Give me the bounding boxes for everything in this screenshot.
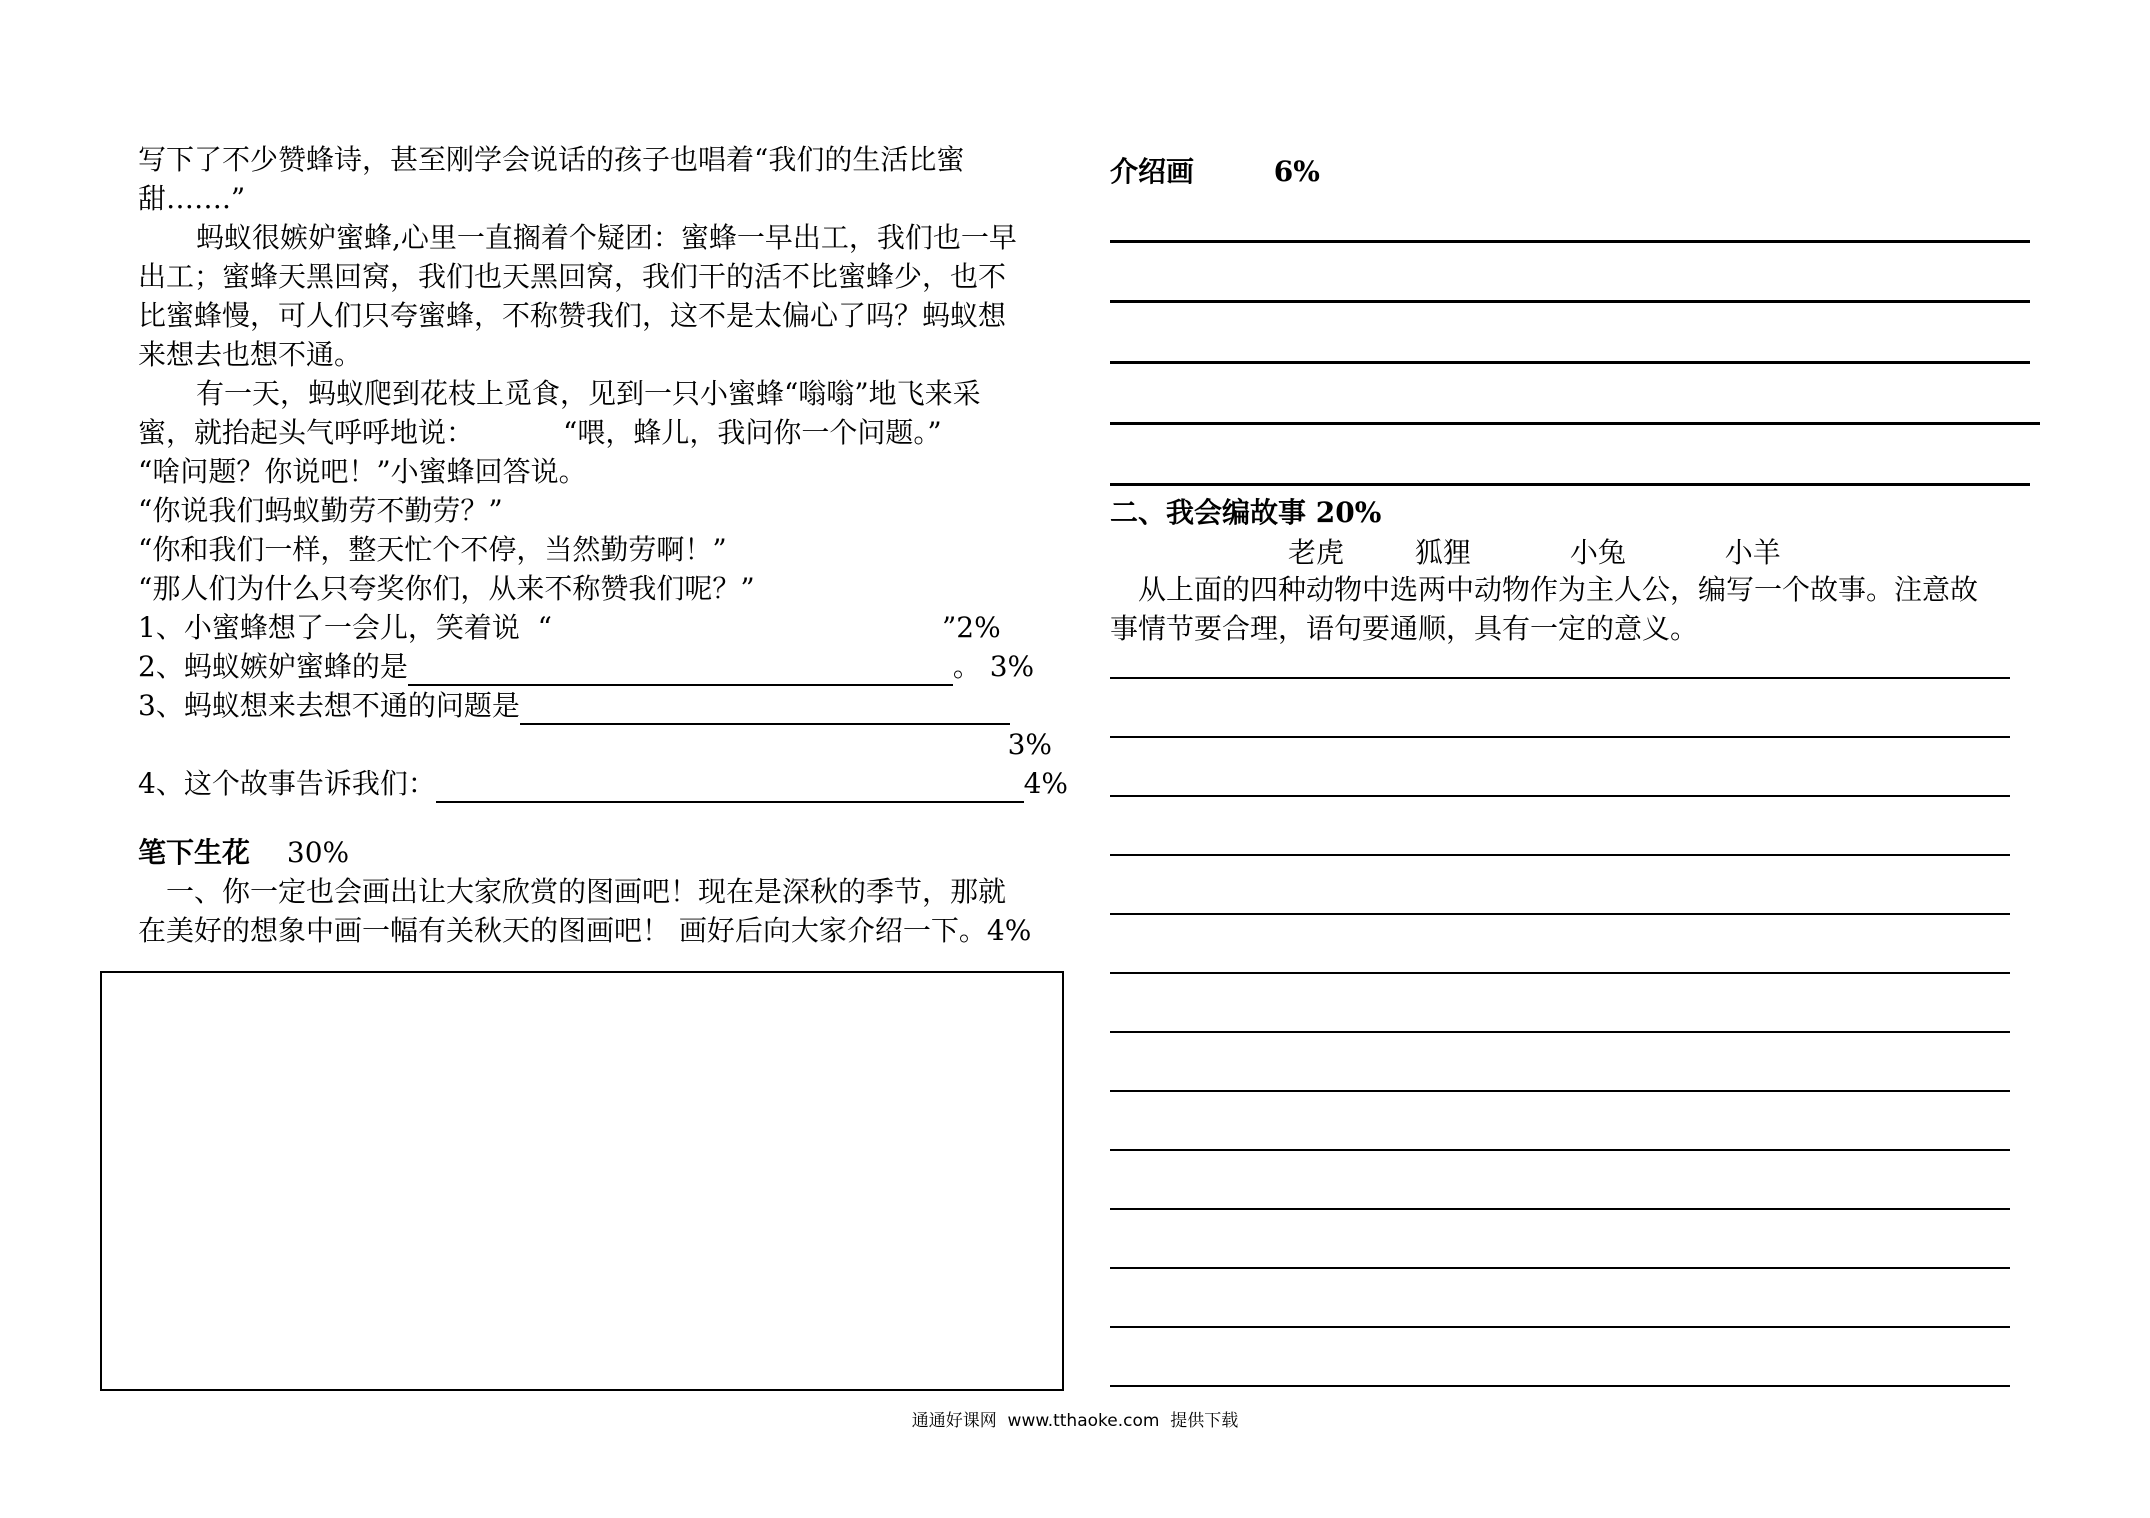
- task-line: 一、你一定也会画出让大家欣赏的图画吧！现在是深秋的季节，那就: [166, 875, 1007, 908]
- intro-writing-line[interactable]: [1110, 483, 2030, 486]
- story-writing-line[interactable]: [1110, 677, 2010, 679]
- passage-line: 写下了不少赞蜂诗，甚至刚学会说话的孩子也唱着“我们的生活比蜜: [138, 143, 965, 176]
- passage-line: 有一天，蚂蚁爬到花枝上觅食，见到一只小蜜蜂“嗡嗡”地飞来采: [196, 377, 981, 410]
- question-1-score: ”2%: [941, 611, 1001, 644]
- question-2: [138, 647, 1068, 686]
- question-2-text: 2、蚂蚁嫉妒蜜蜂的是: [138, 650, 408, 683]
- question-3: [138, 686, 1068, 725]
- story-writing-line[interactable]: [1110, 972, 2010, 974]
- left-column: [138, 140, 1068, 950]
- passage-line: 甜…….”: [138, 182, 246, 215]
- dialogue-line: “那人们为什么只夸奖你们，从来不称赞我们呢？”: [138, 572, 755, 605]
- story-writing-line[interactable]: [1110, 795, 2010, 797]
- story-writing-line[interactable]: [1110, 1149, 2010, 1151]
- question-3-score-row: [138, 725, 1068, 764]
- footer-credit: 通通好课网 www.tthaoke.com 提供下载: [911, 1411, 1239, 1431]
- story-writing-line[interactable]: [1110, 1090, 2010, 1092]
- question-3-blank[interactable]: [520, 693, 1010, 725]
- question-4-score: 4%: [1023, 767, 1068, 800]
- dialogue-line: “啥问题？你说吧！”小蜜蜂回答说。: [138, 455, 587, 488]
- passage-line: 蜜，就抬起头气呼呼地说： “喂，蜂儿，我问你一个问题。”: [138, 416, 942, 449]
- drawing-box[interactable]: [100, 971, 1064, 1391]
- story-instruction-line: 从上面的四种动物中选两中动物作为主人公，编写一个故事。注意故: [1138, 573, 1979, 606]
- animal-rabbit: 小兔: [1569, 536, 1626, 569]
- story-writing-line[interactable]: [1110, 1267, 2010, 1269]
- passage-line: 来想去也想不通。: [138, 338, 363, 371]
- story-writing-line[interactable]: [1110, 1385, 2010, 1387]
- question-3-text: 3、蚂蚁想来去想不通的问题是: [138, 689, 520, 722]
- question-1-text: 1、小蜜蜂想了一会儿，笑着说 “: [138, 611, 552, 644]
- question-1: [138, 608, 1068, 647]
- story-writing-line[interactable]: [1110, 1208, 2010, 1210]
- animal-list: [1288, 533, 1781, 572]
- animal-sheep: 小羊: [1724, 536, 1781, 569]
- question-2-blank[interactable]: [408, 654, 953, 686]
- dialogue-line: “你和我们一样，整天忙个不停，当然勤劳啊！”: [138, 533, 727, 566]
- passage-line: 蚂蚁很嫉妒蜜蜂,心里一直搁着个疑团：蜜蜂一早出工，我们也一早: [196, 221, 1017, 254]
- story-writing-line[interactable]: [1110, 854, 2010, 856]
- intro-writing-line[interactable]: [1110, 240, 2030, 243]
- intro-writing-line[interactable]: [1110, 361, 2030, 364]
- story-writing-line[interactable]: [1110, 913, 2010, 915]
- question-2-score: 。 3%: [952, 650, 1035, 683]
- intro-writing-line[interactable]: [1110, 300, 2030, 303]
- story-writing-line[interactable]: [1110, 1031, 2010, 1033]
- intro-title: 介绍画: [1110, 155, 1195, 188]
- intro-score: 6%: [1273, 155, 1320, 188]
- right-column: [1110, 140, 2040, 645]
- animal-tiger: 老虎: [1288, 536, 1345, 569]
- animal-fox: 狐狸: [1414, 536, 1471, 569]
- intro-writing-line[interactable]: [1110, 422, 2040, 425]
- passage-line: 出工；蜜蜂天黑回窝，我们也天黑回窝，我们干的活不比蜜蜂少，也不: [138, 260, 1007, 293]
- section-score: 30%: [286, 836, 350, 869]
- section-heading: [138, 833, 1068, 872]
- intro-heading: [1110, 152, 2040, 191]
- story-instruction-line: 事情节要合理，语句要通顺，具有一定的意义。: [1110, 612, 1699, 645]
- question-4: [138, 764, 1068, 803]
- passage-line: 比蜜蜂慢，可人们只夸蜜蜂，不称赞我们，这不是太偏心了吗？蚂蚁想: [138, 299, 1007, 332]
- task-line: 在美好的想象中画一幅有关秋天的图画吧！ 画好后向大家介绍一下。4%: [138, 914, 1032, 947]
- question-4-text: 4、这个故事告诉我们：: [138, 767, 436, 800]
- question-4-blank[interactable]: [436, 771, 1024, 803]
- story-writing-line[interactable]: [1110, 736, 2010, 738]
- section-title: 笔下生花: [138, 836, 251, 869]
- story-title: 二、我会编故事 20%: [1110, 496, 1382, 529]
- dialogue-line: “你说我们蚂蚁勤劳不勤劳？”: [138, 494, 503, 527]
- story-writing-line[interactable]: [1110, 1326, 2010, 1328]
- question-3-score: 3%: [1007, 728, 1052, 761]
